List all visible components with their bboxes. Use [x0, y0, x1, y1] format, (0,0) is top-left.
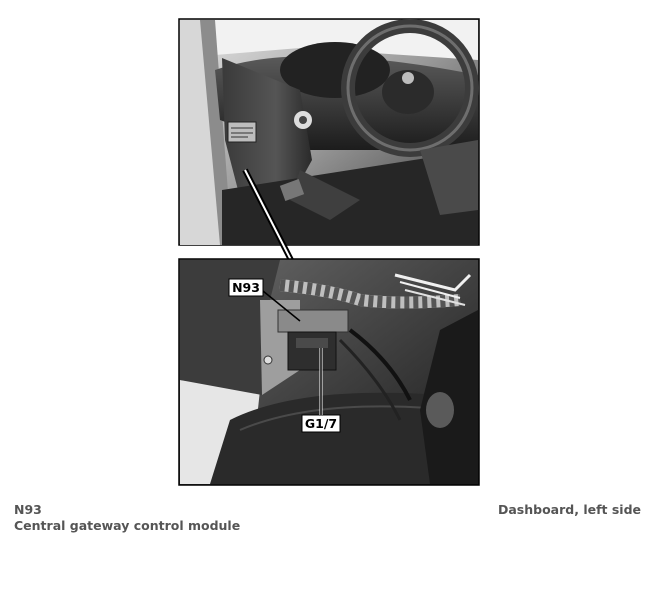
caption-location: Dashboard, left side: [498, 502, 642, 517]
top-photo: [179, 19, 479, 245]
bottom-photo: [179, 259, 479, 485]
caption-component-description: Central gateway control module: [14, 518, 241, 533]
callout-n93-label: N93: [232, 280, 260, 295]
callout-g17-label: G1/7: [304, 416, 338, 431]
caption-component-code: N93: [14, 502, 42, 517]
